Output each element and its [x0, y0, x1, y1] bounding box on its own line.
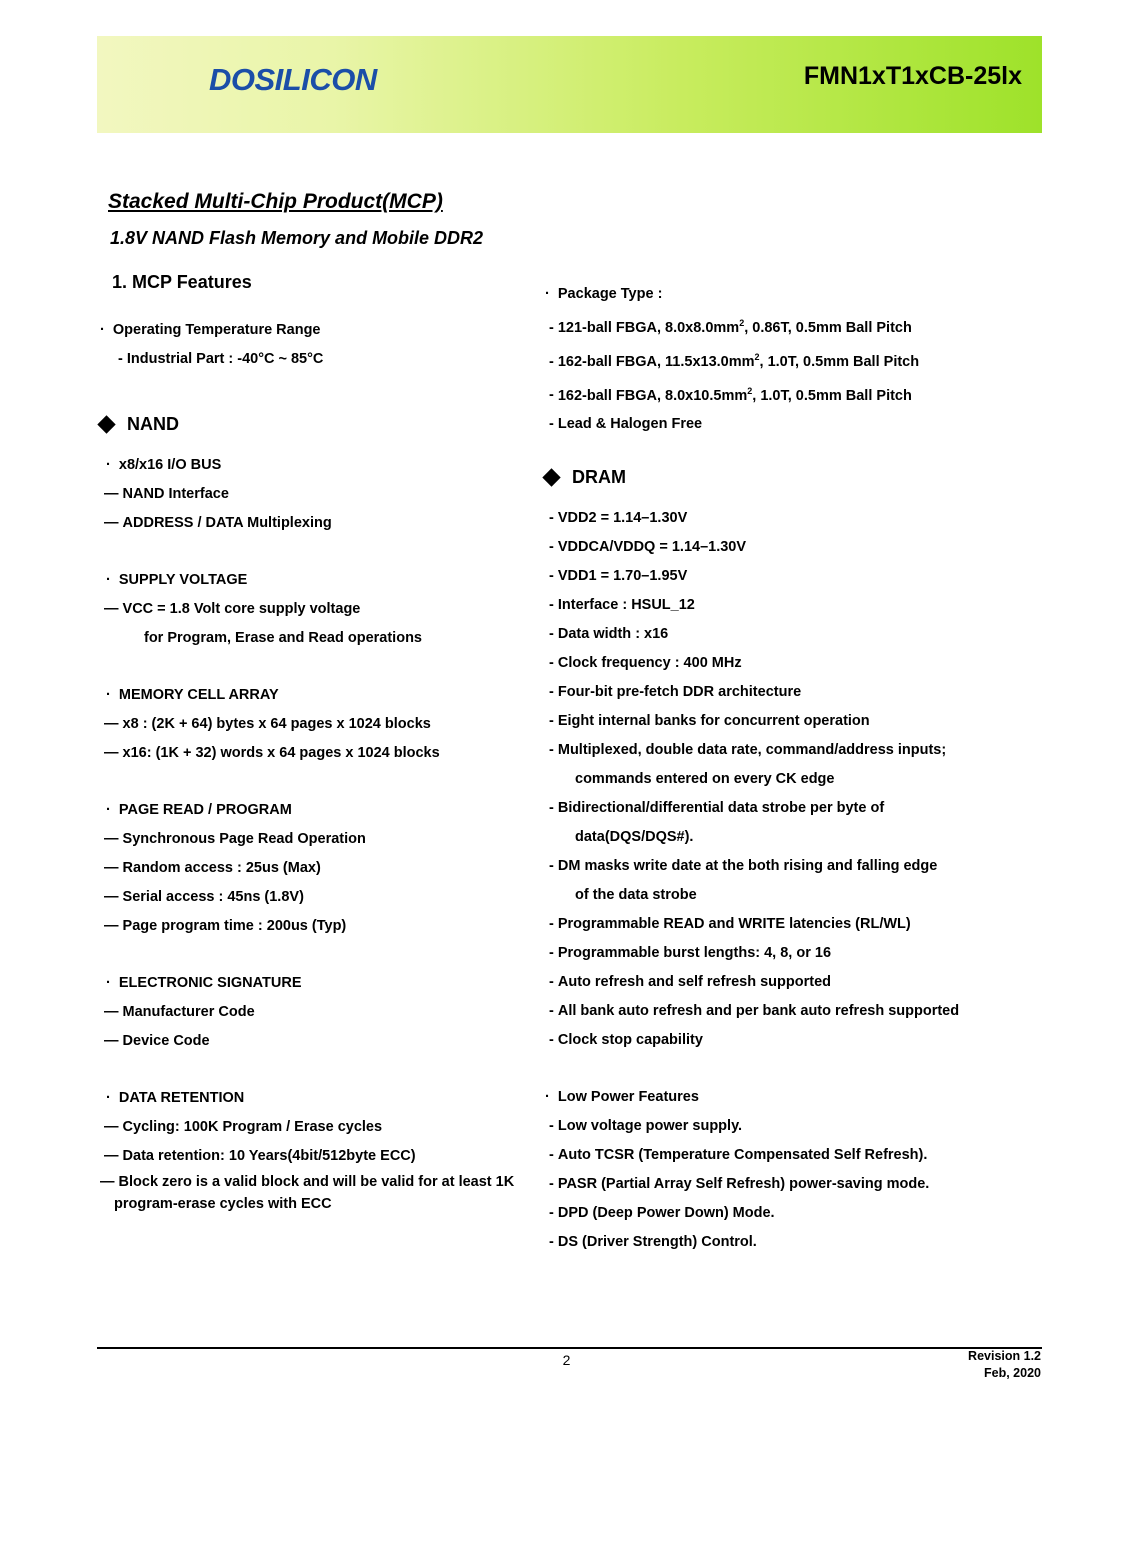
nand-address-data-multiplexing: — ADDRESS / DATA Multiplexing — [100, 509, 530, 538]
nand-section-heading — [100, 414, 530, 435]
electronic-signature-heading: · ELECTRONIC SIGNATURE — [100, 969, 530, 998]
low-power-item-0: - Low voltage power supply. — [545, 1112, 1045, 1141]
dram-item-0: - VDD2 = 1.14–1.30V — [545, 504, 1045, 533]
package-type-item-0-tail: , 0.86T, 0.5mm Ball Pitch — [744, 319, 912, 336]
supply-voltage-heading: · SUPPLY VOLTAGE — [100, 566, 530, 595]
low-power-item-3: - DPD (Deep Power Down) Mode. — [545, 1199, 1045, 1228]
dram-item-9: commands entered on every CK edge — [575, 771, 835, 788]
footer-date: Feb, 2020 — [984, 1366, 1041, 1380]
supply-voltage-line2: for Program, Erase and Read operations — [144, 630, 422, 646]
dram-item-16: - Auto refresh and self refresh supported — [545, 968, 1045, 997]
supply-voltage-line1: — VCC = 1.8 Volt core supply voltage — [100, 595, 530, 624]
right-column — [545, 280, 1045, 1257]
page-read-program-item-1: — Random access : 25us (Max) — [100, 854, 530, 883]
package-type-item-0-text: 121-ball FBGA, 8.0x8.0mm — [557, 319, 740, 336]
package-type-item-2 — [545, 377, 1045, 411]
low-power-item-2: - PASR (Partial Array Self Refresh) power-saving mode. — [545, 1170, 1045, 1199]
package-type-item-0-sup: 2 — [739, 318, 745, 328]
electronic-signature-item-1: — Device Code — [100, 1027, 530, 1056]
footer-revision-block — [968, 1348, 1041, 1382]
document-subtitle: 1.8V NAND Flash Memory and Mobile DDR2 — [110, 228, 484, 248]
package-type-lead-free: - Lead & Halogen Free — [545, 410, 1045, 439]
dram-item-6: - Four-bit pre-fetch DDR architecture — [545, 678, 1045, 707]
dram-item-4: - Data width : x16 — [545, 620, 1045, 649]
operating-temperature-block — [100, 316, 530, 374]
nand-io-bus: · x8/x16 I/O BUS — [100, 451, 530, 480]
dram-item-7: - Eight internal banks for concurrent operation — [545, 707, 1045, 736]
dram-item-8: - Multiplexed, double data rate, command/address inputs; — [545, 736, 1045, 765]
dram-item-10: - Bidirectional/differential data strobe per byte of — [545, 794, 1045, 823]
page-read-program-item-2: — Serial access : 45ns (1.8V) — [100, 883, 530, 912]
dram-item-3: - Interface : HSUL_12 — [545, 591, 1045, 620]
dram-item-14: - Programmable READ and WRITE latencies (RL/WL) — [545, 910, 1045, 939]
dram-item-12: - DM masks write date at the both rising and falling edge — [545, 852, 1045, 881]
nand-interface: — NAND Interface — [100, 480, 530, 509]
page-read-program-item-0: — Synchronous Page Read Operation — [100, 825, 530, 854]
data-retention-item-1: — Data retention: 10 Years(4bit/512byte ECC) — [100, 1142, 530, 1171]
package-type-item-1-sup: 2 — [754, 351, 760, 362]
package-type-item-1-tail: , 1.0T, 0.5mm Ball Pitch — [759, 353, 920, 370]
memory-cell-array-x8: — x8 : (2K + 64) bytes x 64 pages x 1024 blocks — [100, 710, 530, 739]
package-type-item-2-tail: , 1.0T, 0.5mm Ball Pitch — [752, 387, 912, 404]
dram-section-heading — [545, 467, 1045, 488]
package-type-item-2-sup: 2 — [747, 385, 753, 396]
page-read-program-item-3: — Page program time : 200us (Typ) — [100, 912, 530, 941]
dram-heading-label: DRAM — [572, 467, 626, 488]
footer-revision: Revision 1.2 — [968, 1349, 1041, 1363]
operating-temperature-heading: · Operating Temperature Range — [100, 316, 530, 345]
dram-item-1: - VDDCA/VDDQ = 1.14–1.30V — [545, 533, 1045, 562]
data-retention-heading: · DATA RETENTION — [100, 1084, 530, 1113]
dram-item-2: - VDD1 = 1.70–1.95V — [545, 562, 1045, 591]
package-type-heading: · Package Type : — [545, 280, 1045, 309]
package-type-item-1-text: 162-ball FBGA, 11.5x13.0mm — [557, 353, 755, 370]
dram-item-15: - Programmable burst lengths: 4, 8, or 16 — [545, 939, 1045, 968]
dram-item-11: data(DQS/DQS#). — [575, 829, 694, 846]
memory-cell-array-heading: · MEMORY CELL ARRAY — [100, 681, 530, 710]
part-number-title: FMN1xT1xCB-25lx — [803, 62, 1022, 90]
data-retention-block-zero: — Block zero is a valid block and will be valid for at least 1K program-erase cycles with ECC — [100, 1171, 530, 1215]
diamond-bullet-icon — [97, 415, 115, 433]
page-number: 2 — [562, 1352, 571, 1368]
page-read-program-heading: · PAGE READ / PROGRAM — [100, 796, 530, 825]
company-logo: DOSILICON — [209, 62, 377, 97]
dram-item-18: - Clock stop capability — [545, 1026, 1045, 1055]
page-header-banner — [97, 36, 1042, 133]
low-power-heading: · Low Power Features — [545, 1083, 1045, 1112]
package-type-item-2-text: 162-ball FBGA, 8.0x10.5mm — [557, 387, 748, 404]
memory-cell-array-x16: — x16: (1K + 32) words x 64 pages x 1024 blocks — [100, 739, 530, 768]
left-column — [100, 316, 530, 1215]
dram-item-13: of the data strobe — [575, 887, 697, 904]
document-title: Stacked Multi-Chip Product(MCP) — [108, 190, 443, 213]
nand-heading-label: NAND — [127, 414, 179, 434]
operating-temperature-industrial: - Industrial Part : -40°C ~ 85°C — [118, 351, 324, 367]
electronic-signature-item-0: — Manufacturer Code — [100, 998, 530, 1027]
diamond-bullet-icon — [542, 469, 560, 487]
footer-divider — [97, 1347, 1042, 1349]
low-power-item-4: - DS (Driver Strength) Control. — [545, 1228, 1045, 1257]
low-power-item-1: - Auto TCSR (Temperature Compensated Self Refresh). — [545, 1141, 1045, 1170]
dram-item-5: - Clock frequency : 400 MHz — [545, 649, 1045, 678]
section-heading-mcp-features: 1. MCP Features — [112, 272, 252, 292]
package-type-item-0 — [545, 309, 1045, 343]
dram-item-17: - All bank auto refresh and per bank auto refresh supported — [545, 997, 1045, 1026]
package-type-item-1 — [545, 343, 1045, 377]
data-retention-item-0: — Cycling: 100K Program / Erase cycles — [100, 1113, 530, 1142]
